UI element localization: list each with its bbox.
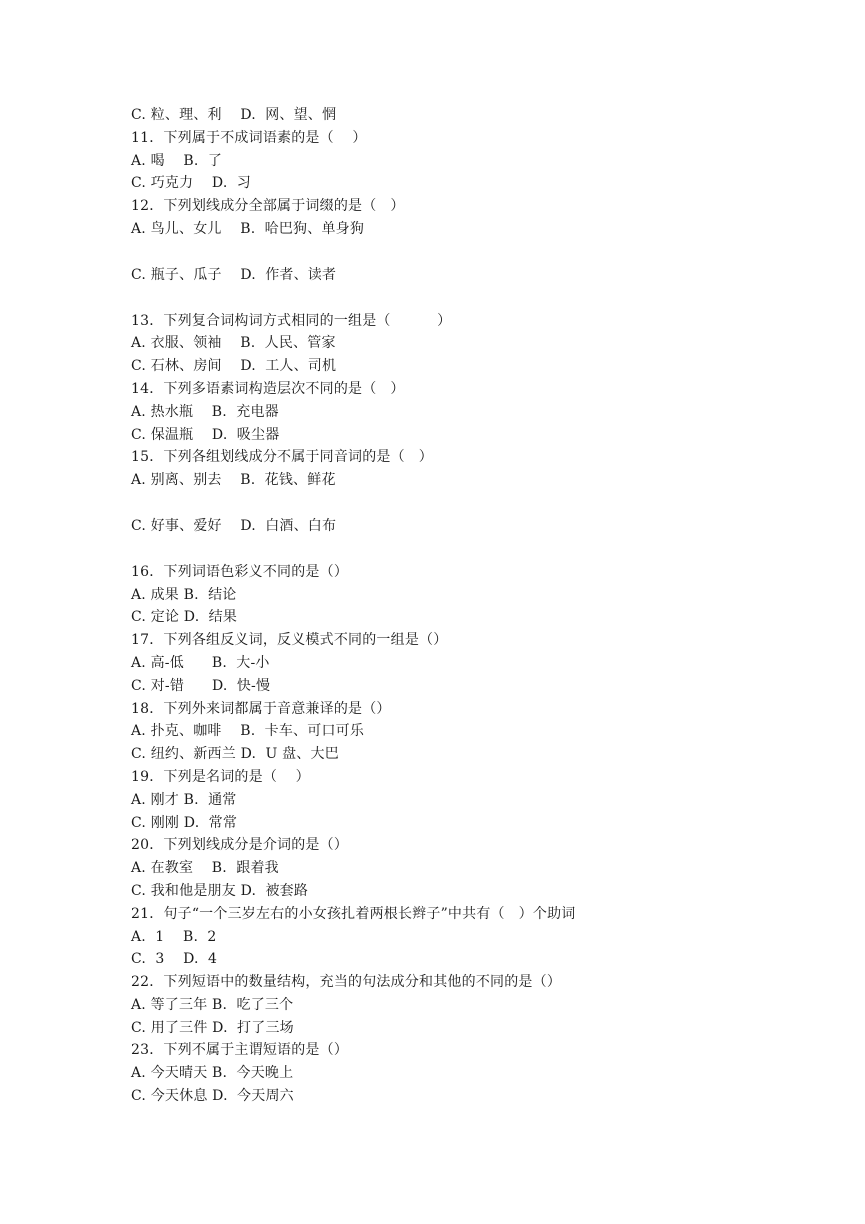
text-line: C. 巧克力 D. 习	[131, 175, 251, 192]
text-line: 22．下列短语中的数量结构，充当的句法成分和其他的不同的是（）	[131, 974, 562, 991]
text-line: 23．下列不属于主谓短语的是（）	[131, 1042, 349, 1059]
text-line: C. 石林、房间 D. 工人、司机	[131, 358, 337, 375]
blank-line	[131, 287, 831, 310]
text-line: A. 高-低 B. 大-小	[131, 654, 270, 671]
text-line: C. 今天休息 D. 今天周六	[131, 1088, 294, 1105]
text-line: C. 我和他是朋友 D. 被套路	[131, 882, 309, 899]
text-line: C. 用了三件 D. 打了三场	[131, 1019, 294, 1036]
text-line: A. 1 B. 2	[131, 928, 217, 945]
text-line: 14．下列多语素词构造层次不同的是（ ）	[131, 380, 405, 397]
document-page	[131, 104, 831, 1108]
text-line: 21．句子“一个三岁左右的小女孩扎着两根长辫子”中共有（ ）个助词	[131, 905, 576, 922]
text-line: C. 定论 D. 结果	[131, 609, 238, 626]
text-line: C. 对-错 D. 快-慢	[131, 677, 271, 694]
text-line: C. 刚刚 D. 常常	[131, 814, 238, 831]
text-line: C. 3 D. 4	[131, 951, 218, 968]
blank-line	[131, 492, 831, 515]
text-line: A. 鸟儿、女儿 B. 哈巴狗、单身狗	[131, 220, 365, 237]
text-line: 15．下列各组划线成分不属于同音词的是（ ）	[131, 449, 433, 466]
text-line: C. 保温瓶 D. 吸尘器	[131, 426, 280, 443]
text-line: A. 热水瓶 B. 充电器	[131, 403, 279, 420]
text-line: A. 今天晴天 B. 今天晚上	[131, 1065, 294, 1082]
text-line: 20．下列划线成分是介词的是（）	[131, 837, 349, 854]
text-line: 13．下列复合词构词方式相同的一组是（ ）	[131, 312, 452, 329]
text-line: A. 等了三年 B. 吃了三个	[131, 996, 294, 1013]
blank-line	[131, 241, 831, 264]
text-line: C. 好事、爱好 D. 白酒、白布	[131, 517, 337, 534]
text-line: C. 纽约、新西兰 D. U 盘、大巴	[131, 746, 339, 763]
blank-line	[131, 538, 831, 561]
text-line: 19．下列是名词的是（ ）	[131, 768, 310, 785]
text-line: A. 刚才 B. 通常	[131, 791, 237, 808]
text-line: A. 衣服、领袖 B. 人民、管家	[131, 335, 336, 352]
text-line: A. 别离、别去 B. 花钱、鲜花	[131, 472, 336, 489]
text-line: A. 扑克、咖啡 B. 卡车、可口可乐	[131, 723, 365, 740]
text-line: 11．下列属于不成词语素的是（ ）	[131, 129, 367, 146]
text-line: A. 在教室 B. 跟着我	[131, 860, 279, 877]
text-line: A. 喝 B. 了	[131, 152, 223, 169]
text-line: 17．下列各组反义词，反义模式不同的一组是（）	[131, 632, 448, 649]
text-line: A. 成果 B. 结论	[131, 586, 237, 603]
text-line: C. 瓶子、瓜子 D. 作者、读者	[131, 266, 337, 283]
text-line: 18．下列外来词都属于音意兼译的是（）	[131, 700, 391, 717]
text-line: 12．下列划线成分全部属于词缀的是（ ）	[131, 198, 405, 215]
text-line: 16．下列词语色彩义不同的是（）	[131, 563, 349, 580]
text-line: C. 粒、理、利 D. 网、望、惘	[131, 107, 337, 123]
